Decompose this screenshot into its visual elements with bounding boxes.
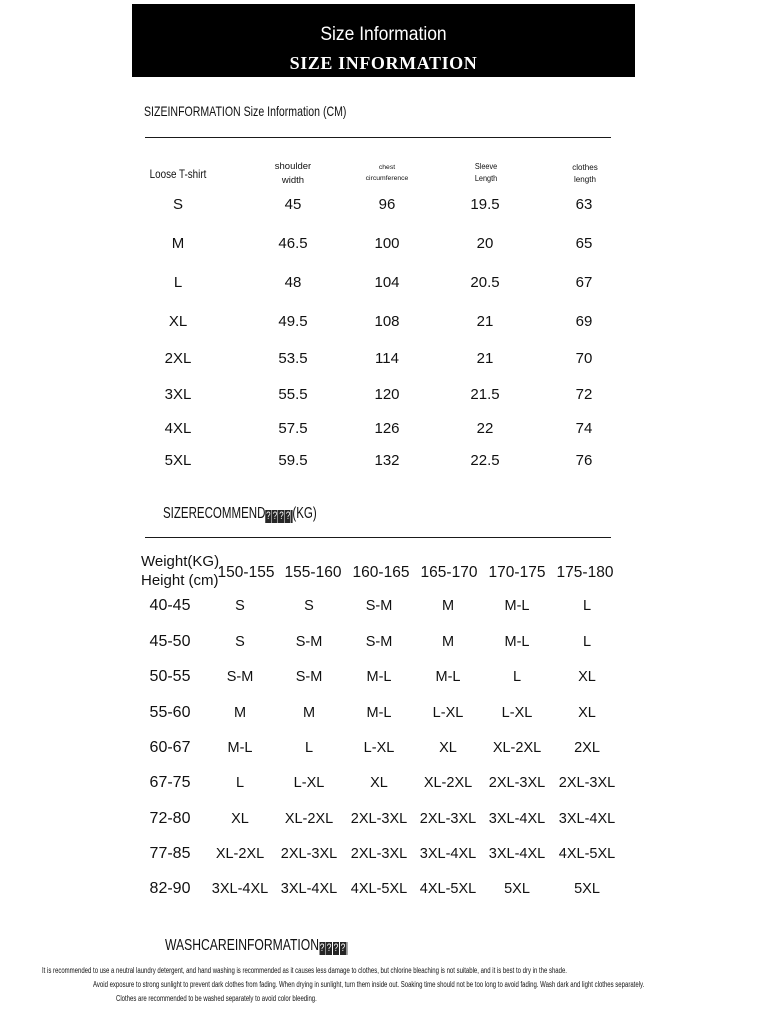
recommended-size-cell: 3XL-4XL [280, 881, 338, 897]
measurement-cell: 76 [575, 452, 593, 469]
measurement-cell: 22.5 [470, 452, 500, 469]
measurement-cell: 65 [575, 235, 593, 252]
header-garment-type: Loose T-shirt [149, 167, 206, 181]
recommended-size-cell: 4XL-5XL [350, 881, 408, 897]
measurement-cell: 132 [374, 452, 400, 469]
height-range-header: 160-165 [352, 564, 410, 581]
height-range-header: 150-155 [217, 564, 275, 581]
recommended-size-cell: M-L [504, 634, 530, 650]
recommended-size-cell: M [441, 634, 455, 650]
weight-range-label: 55-60 [149, 704, 191, 721]
height-range-header: 170-175 [488, 564, 546, 581]
recommended-size-cell: 2XL-3XL [350, 846, 408, 862]
recommended-size-cell: M [441, 598, 455, 614]
header-sleeve-length: Sleeve Length [474, 161, 498, 183]
size-label: L [173, 274, 183, 291]
wash-care-heading [165, 937, 348, 955]
weight-range-label: 72-80 [149, 810, 191, 827]
measurement-cell: 104 [374, 274, 400, 291]
weight-range-label: 60-67 [149, 739, 191, 756]
recommended-size-cell: XL [578, 705, 596, 721]
recommended-size-cell: 2XL-3XL [488, 775, 546, 791]
recommended-size-cell: 4XL-5XL [419, 881, 477, 897]
recommended-size-cell: 2XL-3XL [558, 775, 616, 791]
weight-range-label: 50-55 [149, 668, 191, 685]
wash-care-heading-text: WASHCAREINFORMATION [165, 937, 320, 954]
size-label: XL [168, 313, 188, 330]
height-axis-label: Height (cm) [141, 572, 219, 589]
divider [145, 537, 611, 538]
measurement-cell: 57.5 [278, 420, 308, 437]
recommended-size-cell: 3XL-4XL [419, 846, 477, 862]
height-range-header: 155-160 [284, 564, 342, 581]
divider [145, 137, 611, 138]
measurement-cell: 20.5 [470, 274, 500, 291]
recommended-size-cell: M-L [227, 740, 253, 756]
garbled-text: ???? [319, 942, 348, 954]
weight-range-label: 82-90 [149, 880, 191, 897]
measurement-cell: 19.5 [470, 196, 500, 213]
recommended-size-cell: 2XL-3XL [350, 811, 408, 827]
recommended-size-cell: L-XL [432, 705, 464, 721]
measurement-cell: 70 [575, 350, 593, 367]
recommended-size-cell: 3XL-4XL [558, 811, 616, 827]
measurement-cell: 120 [374, 386, 400, 403]
measurement-cell: 69 [575, 313, 593, 330]
header-shoulder-width: shoulder width [274, 161, 312, 186]
recommended-size-cell: XL-2XL [215, 846, 265, 862]
banner-subtitle: SIZE INFORMATION [289, 53, 478, 73]
measurement-cell: 55.5 [278, 386, 308, 403]
recommended-size-cell: 2XL-3XL [419, 811, 477, 827]
measurement-cell: 20 [476, 235, 494, 252]
measurement-cell: 53.5 [278, 350, 308, 367]
recommended-size-cell: S [304, 598, 314, 614]
recommended-size-cell: XL-2XL [492, 740, 542, 756]
recommended-size-cell: L-XL [293, 775, 325, 791]
size-label: M [171, 235, 185, 252]
measurement-cell: 72 [575, 386, 593, 403]
measurement-cell: 21 [476, 313, 494, 330]
recommended-size-cell: 3XL-4XL [488, 846, 546, 862]
measurement-cell: 22 [476, 420, 494, 437]
recommended-size-cell: L [582, 598, 592, 614]
recommended-size-cell: L [235, 775, 245, 791]
weight-range-label: 67-75 [149, 774, 191, 791]
measurement-cell: 63 [575, 196, 593, 213]
measurement-cell: 48 [284, 274, 302, 291]
recommended-size-cell: XL [370, 775, 388, 791]
measurement-cell: 114 [375, 350, 399, 367]
recommended-size-cell: M [233, 705, 247, 721]
recommended-size-cell: XL [439, 740, 457, 756]
title-banner [132, 4, 635, 77]
recommended-size-cell: L-XL [363, 740, 395, 756]
measurement-cell: 96 [378, 196, 396, 213]
measurement-cell: 45 [284, 196, 302, 213]
garbled-text: ???? [266, 510, 293, 522]
weight-range-label: 77-85 [149, 845, 191, 862]
recommended-size-cell: 2XL [574, 740, 600, 756]
size-recommend-heading-unit: (KG) [292, 505, 317, 522]
size-label: 3XL [164, 386, 192, 403]
header-chest-circumference: chest circumference [365, 163, 409, 182]
weight-axis-label: Weight(KG) [141, 553, 220, 570]
header-clothes-length: clothes length [572, 162, 598, 184]
measurement-cell: 126 [374, 420, 400, 437]
recommended-size-cell: S-M [295, 669, 323, 685]
recommended-size-cell: S-M [226, 669, 254, 685]
recommended-size-cell: S-M [295, 634, 323, 650]
size-info-heading: SIZEINFORMATION Size Information (CM) [144, 103, 347, 119]
measurement-cell: 21 [476, 350, 494, 367]
recommended-size-cell: 4XL-5XL [558, 846, 616, 862]
size-label: 4XL [164, 420, 192, 437]
measurement-cell: 74 [575, 420, 593, 437]
height-range-header: 175-180 [556, 564, 614, 581]
recommended-size-cell: XL-2XL [423, 775, 473, 791]
recommended-size-cell: L [582, 634, 592, 650]
recommended-size-cell: XL [578, 669, 596, 685]
recommended-size-cell: L [512, 669, 522, 685]
recommended-size-cell: M-L [504, 598, 530, 614]
recommended-size-cell: 5XL [504, 881, 530, 897]
recommended-size-cell: S [235, 634, 245, 650]
recommended-size-cell: S-M [365, 598, 393, 614]
recommended-size-cell: 5XL [574, 881, 600, 897]
recommended-size-cell: 3XL-4XL [211, 881, 269, 897]
recommended-size-cell: M [302, 705, 316, 721]
wash-care-note: It is recommended to use a neutral laundry detergent, and hand washing is recommended as it causes less damage to clothes, but chlorine bleaching is not suitable, and it is best to dry in the shade. [42, 966, 567, 975]
size-label: 2XL [164, 350, 192, 367]
recommended-size-cell: L [304, 740, 314, 756]
banner-title: Size Information [320, 24, 447, 45]
recommended-size-cell: XL-2XL [284, 811, 334, 827]
recommended-size-cell: XL [231, 811, 249, 827]
wash-care-note: Clothes are recommended to be washed separately to avoid color bleeding. [116, 994, 317, 1003]
measurement-cell: 59.5 [278, 452, 308, 469]
recommended-size-cell: M-L [366, 669, 392, 685]
measurement-cell: 46.5 [278, 235, 308, 252]
wash-care-note: Avoid exposure to strong sunlight to prevent dark clothes from fading. When drying in sunlight, turn them inside out. Soaking time should not be too long to avoid fading. Wash dark and light clothes separately. [93, 980, 645, 989]
recommended-size-cell: 3XL-4XL [488, 811, 546, 827]
recommended-size-cell: S [235, 598, 245, 614]
measurement-cell: 67 [575, 274, 593, 291]
recommended-size-cell: M-L [366, 705, 392, 721]
weight-range-label: 45-50 [149, 633, 191, 650]
recommended-size-cell: M-L [435, 669, 461, 685]
weight-range-label: 40-45 [149, 597, 191, 614]
size-label: 5XL [164, 452, 192, 469]
measurement-cell: 21.5 [470, 386, 500, 403]
recommended-size-cell: S-M [365, 634, 393, 650]
recommended-size-cell: 2XL-3XL [280, 846, 338, 862]
measurement-cell: 49.5 [278, 313, 308, 330]
size-label: S [172, 196, 184, 213]
height-range-header: 165-170 [420, 564, 478, 581]
recommended-size-cell: L-XL [501, 705, 533, 721]
size-recommend-heading [163, 505, 317, 523]
measurement-cell: 100 [374, 235, 400, 252]
measurement-cell: 108 [374, 313, 400, 330]
size-recommend-heading-text: SIZERECOMMEND [163, 505, 266, 522]
